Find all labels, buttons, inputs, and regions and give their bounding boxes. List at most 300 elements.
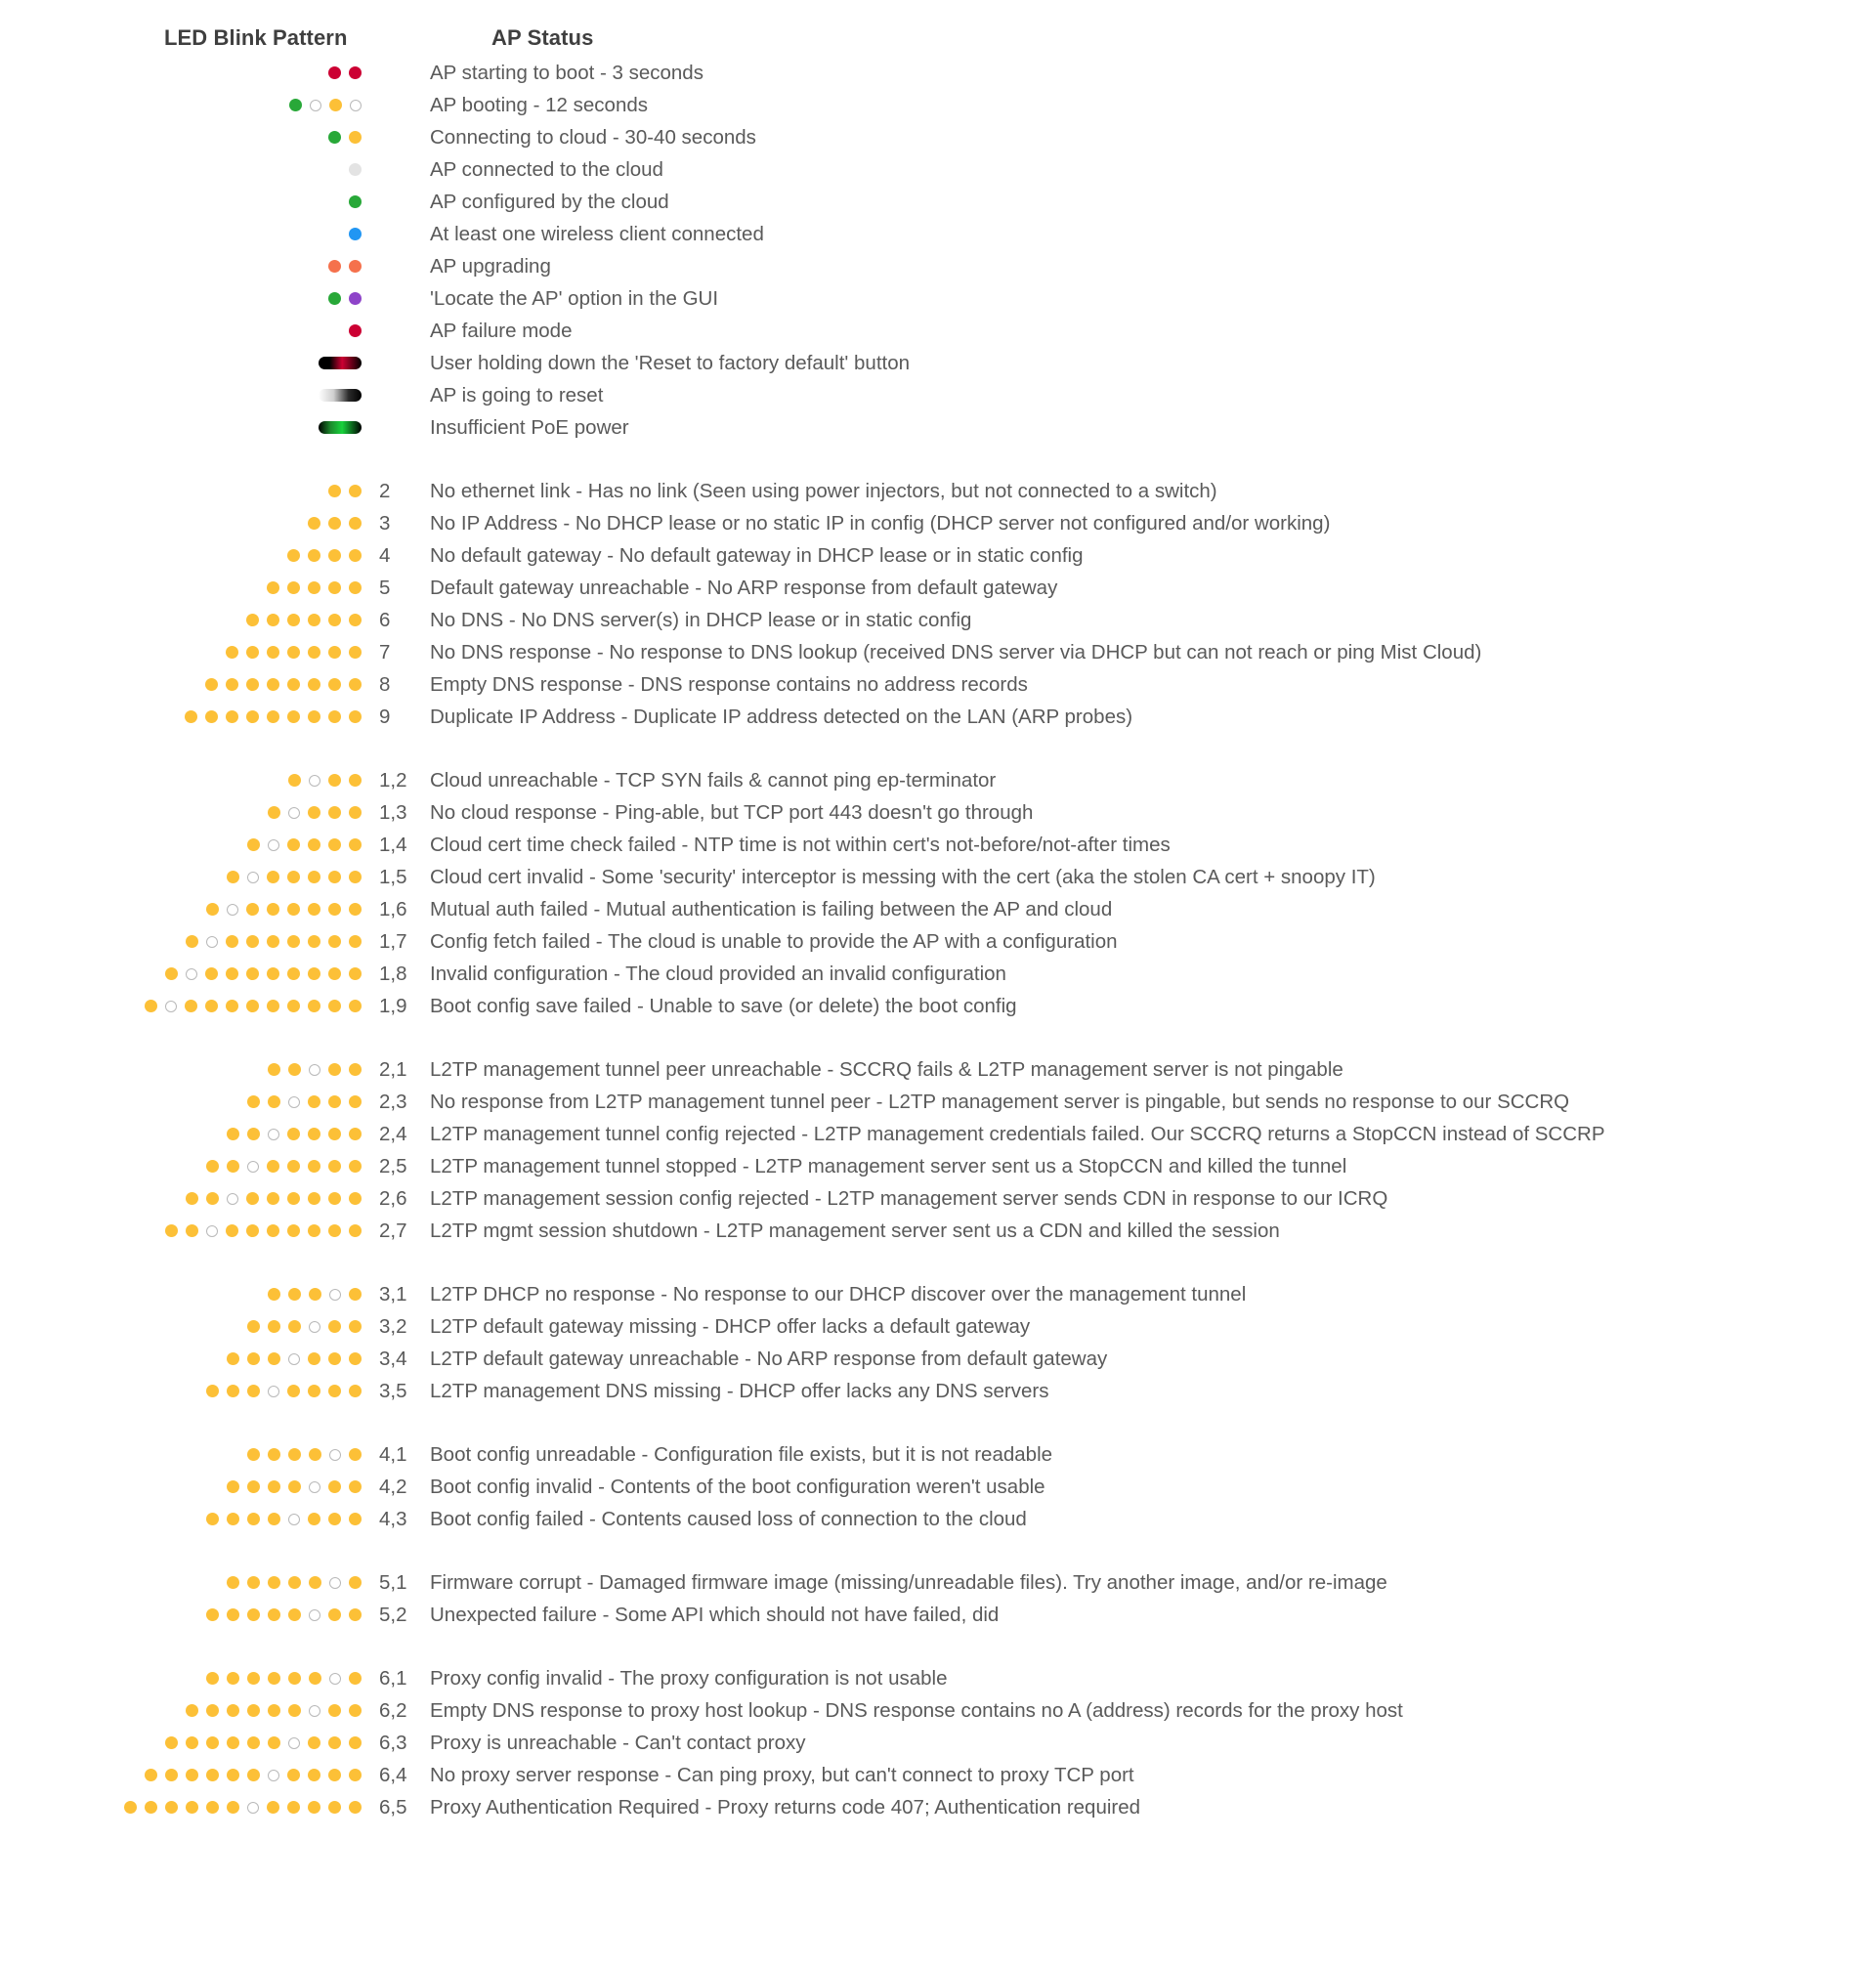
led-dot-amber (206, 1672, 219, 1685)
ap-status-text: No cloud response - Ping-able, but TCP port 443 doesn't go through (430, 801, 1034, 824)
led-pattern (0, 381, 362, 405)
ap-status-text: L2TP management session config rejected - L2TP management server sends CDN in response to our ICRQ (430, 1187, 1388, 1210)
led-dot-amber (287, 549, 300, 562)
table-row (0, 1120, 1876, 1152)
led-pattern (0, 1473, 362, 1496)
led-dot-amber (349, 549, 362, 562)
blink-code: 3,4 (379, 1348, 407, 1370)
blink-code: 3,1 (379, 1283, 407, 1306)
blink-code: 6 (379, 609, 391, 631)
table-row (0, 1152, 1876, 1184)
led-dot-amber (165, 1801, 178, 1814)
ap-status-text: Empty DNS response - DNS response contains no address records (430, 673, 1028, 696)
blink-code: 1,2 (379, 769, 407, 792)
led-dot-amber (226, 710, 238, 723)
section-gap (0, 446, 1876, 477)
led-pattern (0, 1312, 362, 1336)
led-dot-amber (349, 1608, 362, 1621)
led-pattern (0, 606, 362, 629)
led-dot-amber (308, 646, 320, 659)
section-proxy-errors (0, 1664, 1876, 1825)
section-l2tp-errors (0, 1055, 1876, 1249)
led-dot-amber (349, 806, 362, 819)
led-dot-amber (349, 774, 362, 787)
led-dot-amber (349, 1480, 362, 1493)
led-dot-amber (227, 1672, 239, 1685)
led-dot-amber (349, 1224, 362, 1237)
led-pattern (0, 863, 362, 886)
led-pattern (0, 1664, 362, 1688)
led-dot-amber (349, 935, 362, 948)
ap-status-text: L2TP default gateway missing - DHCP offer lacks a default gateway (430, 1315, 1031, 1338)
led-pattern (0, 1729, 362, 1752)
column-header-ap-status: AP Status (491, 25, 594, 50)
led-dot-amber (349, 1095, 362, 1108)
led-dot-amber (349, 1192, 362, 1205)
led-dot-amber (165, 1736, 178, 1749)
led-dot-amber (309, 1448, 321, 1461)
ap-status-text: Insufficient PoE power (430, 416, 629, 439)
column-header-led-blink-pattern: LED Blink Pattern (164, 25, 348, 50)
blink-code: 6,3 (379, 1732, 407, 1754)
led-dot-amber (186, 1224, 198, 1237)
led-dot-amber (328, 1224, 341, 1237)
ap-status-text: L2TP default gateway unreachable - No ARP response from default gateway (430, 1348, 1108, 1370)
led-pattern (0, 574, 362, 597)
led-dot-amber (349, 1769, 362, 1781)
led-dot-open (206, 936, 218, 948)
table-row (0, 477, 1876, 509)
led-dot-amber (287, 646, 300, 659)
ap-status-text: L2TP mgmt session shutdown - L2TP management server sent us a CDN and killed the session (430, 1220, 1280, 1242)
led-dot-amber (349, 710, 362, 723)
led-pattern (0, 284, 362, 308)
led-dot-open (227, 904, 238, 916)
table-row (0, 1505, 1876, 1537)
table-row (0, 284, 1876, 317)
table-row (0, 317, 1876, 349)
led-dot-amber (246, 678, 259, 691)
blink-code: 1,9 (379, 995, 407, 1017)
led-dot-amber (268, 806, 280, 819)
led-dot-open (329, 1449, 341, 1461)
led-dot-open (309, 1705, 320, 1717)
led-dot-amber (349, 1063, 362, 1076)
table-row (0, 766, 1876, 798)
led-dot-amber (349, 678, 362, 691)
led-dot-amber (227, 1513, 239, 1525)
blink-code: 1,6 (379, 898, 407, 920)
led-dot-amber (308, 517, 320, 530)
led-dot-amber (247, 1320, 260, 1333)
led-dot-amber (268, 1320, 280, 1333)
led-dot-amber (287, 1769, 300, 1781)
led-pattern (0, 1345, 362, 1368)
led-pattern (0, 1601, 362, 1624)
section-boot-config-errors (0, 1440, 1876, 1537)
table-row (0, 1345, 1876, 1377)
led-dot-open (288, 1514, 300, 1525)
led-dot-open (268, 1129, 279, 1140)
led-dot-amber (287, 1192, 300, 1205)
led-dot-amber (287, 1224, 300, 1237)
led-dot-amber (227, 1480, 239, 1493)
led-pattern (0, 1505, 362, 1528)
led-dot-amber (328, 678, 341, 691)
ap-status-text: Duplicate IP Address - Duplicate IP address detected on the LAN (ARP probes) (430, 706, 1133, 728)
led-dot-amber (328, 710, 341, 723)
led-dot-amber (268, 1352, 280, 1365)
led-dot-amber (287, 1385, 300, 1397)
led-dot-open (247, 1161, 259, 1173)
led-dot-amber (349, 646, 362, 659)
table-row (0, 1055, 1876, 1088)
led-dot-open (165, 1001, 177, 1012)
blink-code: 1,8 (379, 963, 407, 985)
led-dot-amber (186, 935, 198, 948)
ap-status-text: AP starting to boot - 3 seconds (430, 62, 704, 84)
led-dot-amber (145, 1000, 157, 1012)
ap-status-text: Cloud cert time check failed - NTP time is not within cert's not-before/not-after times (430, 834, 1171, 856)
ap-status-text: Mutual auth failed - Mutual authentication is failing between the AP and cloud (430, 898, 1113, 920)
led-dot-amber (308, 1352, 320, 1365)
led-pattern (0, 638, 362, 662)
table-row (0, 638, 1876, 670)
table-row (0, 927, 1876, 960)
led-pattern (0, 509, 362, 533)
table-row (0, 1761, 1876, 1793)
table-row (0, 1568, 1876, 1601)
led-dot-open (288, 1096, 300, 1108)
led-dot-blue (349, 228, 362, 240)
led-pattern (0, 1568, 362, 1592)
led-dot-red (349, 66, 362, 79)
led-dot-amber (205, 1000, 218, 1012)
ap-status-text: AP is going to reset (430, 384, 604, 407)
led-dot-open (329, 1577, 341, 1589)
led-dot-amber (247, 838, 260, 851)
led-dot-open (206, 1225, 218, 1237)
table-row (0, 670, 1876, 703)
led-dot-amber (226, 678, 238, 691)
led-dot-amber (247, 1513, 260, 1525)
led-dot-amber (349, 1352, 362, 1365)
ap-status-text: AP upgrading (430, 255, 551, 278)
led-dot-amber (308, 581, 320, 594)
led-dot-amber (205, 967, 218, 980)
section-gap (0, 1024, 1876, 1055)
ap-status-text: No IP Address - No DHCP lease or no static IP in config (DHCP server not configured and/or working) (430, 512, 1331, 535)
led-dot-amber (246, 710, 259, 723)
led-dot-amber (227, 1385, 239, 1397)
section-gap (0, 1633, 1876, 1664)
led-dot-amber (227, 871, 239, 883)
blink-code: 6,1 (379, 1667, 407, 1690)
led-dot-amber (349, 838, 362, 851)
ap-status-text: Default gateway unreachable - No ARP response from default gateway (430, 577, 1058, 599)
led-dot-amber (349, 1288, 362, 1301)
led-dot-amber (185, 1000, 197, 1012)
led-pattern (0, 1761, 362, 1784)
led-dot-amber (247, 1385, 260, 1397)
led-dot-amber (288, 1672, 301, 1685)
ap-status-text: No DNS - No DNS server(s) in DHCP lease or in static config (430, 609, 972, 631)
ap-status-text: Cloud cert invalid - Some 'security' interceptor is messing with the cert (aka the stolen CA cert + snoopy IT) (430, 866, 1376, 888)
led-dot-amber (308, 806, 320, 819)
led-pattern (0, 1055, 362, 1079)
led-dot-amber (268, 1608, 280, 1621)
table-body (0, 59, 1876, 1825)
blink-code: 3,2 (379, 1315, 407, 1338)
led-dot-amber (308, 614, 320, 626)
led-dot-purple (349, 292, 362, 305)
section-l2tp-dhcp-errors (0, 1280, 1876, 1409)
ap-status-text: Connecting to cloud - 30-40 seconds (430, 126, 756, 149)
led-dot-amber (287, 1128, 300, 1140)
led-dot-amber (268, 1480, 280, 1493)
led-pattern (0, 798, 362, 822)
led-dot-amber (288, 1320, 301, 1333)
led-pattern (0, 703, 362, 726)
led-pattern (0, 1280, 362, 1304)
led-dot-amber (349, 1128, 362, 1140)
ap-status-text: Proxy config invalid - The proxy configuration is not usable (430, 1667, 948, 1690)
led-dot-amber (246, 967, 259, 980)
led-dot-amber (226, 1224, 238, 1237)
led-dot-amber (206, 1513, 219, 1525)
led-dot-amber (308, 967, 320, 980)
led-dot-amber (226, 1000, 238, 1012)
led-dot-amber (287, 935, 300, 948)
blink-code: 2,6 (379, 1187, 407, 1210)
led-dot-amber (227, 1736, 239, 1749)
led-dot-amber (268, 1576, 280, 1589)
ap-status-text: Boot config save failed - Unable to save (or delete) the boot config (430, 995, 1017, 1017)
ap-status-text: Boot config invalid - Contents of the boot configuration weren't usable (430, 1476, 1045, 1498)
blink-code: 3,5 (379, 1380, 407, 1402)
led-dot-amber (247, 1128, 260, 1140)
ap-status-text: L2TP management tunnel config rejected - L2TP management credentials failed. Our SCCRQ returns a StopCCN instead of SCCRP (430, 1123, 1605, 1145)
led-dot-amber (309, 1576, 321, 1589)
led-dot-amber (328, 935, 341, 948)
led-dot-open (268, 1770, 279, 1781)
led-dot-amber (206, 1385, 219, 1397)
led-dot-amber (246, 935, 259, 948)
led-dot-amber (267, 1160, 279, 1173)
led-dot-amber (268, 1448, 280, 1461)
led-dot-amber (349, 967, 362, 980)
led-dot-amber (287, 1000, 300, 1012)
blink-code: 2,4 (379, 1123, 407, 1145)
led-dot-amber (206, 1801, 219, 1814)
led-dot-amber (328, 967, 341, 980)
ap-status-text: Empty DNS response to proxy host lookup - DNS response contains no A (address) records for the proxy host (430, 1699, 1403, 1722)
led-dot-amber (268, 1672, 280, 1685)
table-row (0, 1440, 1876, 1473)
ap-status-text: No default gateway - No default gateway in DHCP lease or in static config (430, 544, 1084, 567)
led-dot-amber (268, 1095, 280, 1108)
blink-code: 4,1 (379, 1443, 407, 1466)
led-dot-amber (246, 614, 259, 626)
led-dot-amber (288, 774, 301, 787)
table-row (0, 1280, 1876, 1312)
ap-status-text: Boot config unreadable - Configuration file exists, but it is not readable (430, 1443, 1053, 1466)
led-pattern (0, 413, 362, 437)
led-dot-amber (287, 614, 300, 626)
led-dot-green (349, 195, 362, 208)
led-dot-amber (349, 1000, 362, 1012)
led-dot-amber (308, 710, 320, 723)
table-row (0, 188, 1876, 220)
led-dot-amber (309, 1288, 321, 1301)
led-dot-red (328, 66, 341, 79)
blink-code: 1,7 (379, 930, 407, 953)
led-dot-amber (328, 1801, 341, 1814)
led-dot-amber (328, 614, 341, 626)
led-dot-amber (186, 1704, 198, 1717)
led-dot-amber (227, 1704, 239, 1717)
led-pattern (0, 1217, 362, 1240)
led-dot-amber (328, 1480, 341, 1493)
table-row (0, 349, 1876, 381)
led-pattern (0, 477, 362, 500)
blink-code: 9 (379, 706, 391, 728)
led-dot-amber (328, 1608, 341, 1621)
table-row (0, 992, 1876, 1024)
table-row (0, 220, 1876, 252)
ap-status-text: Proxy Authentication Required - Proxy returns code 407; Authentication required (430, 1796, 1141, 1819)
led-dot-grey (349, 163, 362, 176)
ap-status-text: AP connected to the cloud (430, 158, 663, 181)
led-dot-amber (328, 1513, 341, 1525)
led-dot-amber (328, 903, 341, 916)
led-dot-amber (287, 903, 300, 916)
blink-code: 8 (379, 673, 391, 696)
led-dot-amber (267, 1224, 279, 1237)
led-dot-open (186, 968, 197, 980)
blink-code: 4 (379, 544, 391, 567)
led-dot-amber (328, 1704, 341, 1717)
led-dot-amber (328, 838, 341, 851)
led-pattern (0, 1793, 362, 1817)
led-dot-open (309, 1481, 320, 1493)
led-dot-amber (349, 903, 362, 916)
led-dot-open (310, 100, 321, 111)
led-pill-red (319, 357, 362, 369)
led-dot-amber (206, 903, 219, 916)
led-dot-amber (246, 1000, 259, 1012)
led-dot-amber (206, 1769, 219, 1781)
led-dot-amber (246, 903, 259, 916)
led-dot-amber (287, 1160, 300, 1173)
led-dot-amber (227, 1576, 239, 1589)
led-dot-amber (308, 1160, 320, 1173)
led-dot-amber (287, 871, 300, 883)
led-dot-amber (308, 1128, 320, 1140)
led-dot-amber (186, 1192, 198, 1205)
led-dot-amber (349, 581, 362, 594)
led-pill-green (319, 421, 362, 434)
led-dot-amber (267, 1192, 279, 1205)
blink-code: 6,5 (379, 1796, 407, 1819)
table-row (0, 960, 1876, 992)
led-pattern (0, 1152, 362, 1176)
table-row (0, 798, 1876, 831)
led-dot-orange (349, 260, 362, 273)
led-dot-open (268, 1386, 279, 1397)
led-dot-open (329, 1673, 341, 1685)
led-dot-amber (328, 549, 341, 562)
table-row (0, 863, 1876, 895)
led-pattern (0, 1120, 362, 1143)
blink-code: 2,5 (379, 1155, 407, 1177)
led-dot-amber (328, 1320, 341, 1333)
led-dot-amber (206, 1704, 219, 1717)
led-pattern (0, 91, 362, 114)
blink-code: 1,5 (379, 866, 407, 888)
led-dot-amber (205, 710, 218, 723)
led-dot-amber (287, 710, 300, 723)
led-dot-amber (328, 1128, 341, 1140)
led-dot-amber (308, 1224, 320, 1237)
led-dot-amber (349, 1801, 362, 1814)
blink-code: 1,3 (379, 801, 407, 824)
led-dot-amber (287, 1801, 300, 1814)
table-row (0, 1793, 1876, 1825)
led-dot-amber (328, 806, 341, 819)
led-dot-amber (288, 1288, 301, 1301)
led-dot-amber (268, 1704, 280, 1717)
table-row (0, 1184, 1876, 1217)
led-dot-amber (246, 1224, 259, 1237)
led-dot-amber (328, 1095, 341, 1108)
led-dot-amber (247, 1672, 260, 1685)
led-dot-amber (328, 1160, 341, 1173)
led-dot-amber (267, 903, 279, 916)
led-pattern (0, 960, 362, 983)
led-dot-amber (328, 517, 341, 530)
table-row (0, 1729, 1876, 1761)
led-dot-amber (227, 1128, 239, 1140)
led-dot-amber (165, 1769, 178, 1781)
led-dot-amber (328, 1192, 341, 1205)
section-cloud-errors (0, 766, 1876, 1024)
table-row (0, 606, 1876, 638)
led-dot-amber (288, 1480, 301, 1493)
led-dot-amber (349, 1576, 362, 1589)
led-dot-amber (145, 1769, 157, 1781)
table-header (0, 25, 1876, 59)
led-dot-amber (328, 1000, 341, 1012)
blink-code: 6,4 (379, 1764, 407, 1786)
led-dot-amber (349, 614, 362, 626)
led-dot-amber (288, 1576, 301, 1589)
table-row (0, 1664, 1876, 1696)
table-row (0, 574, 1876, 606)
ap-status-text: L2TP DHCP no response - No response to our DHCP discover over the management tunnel (430, 1283, 1247, 1306)
led-dot-amber (328, 646, 341, 659)
led-dot-amber (247, 1576, 260, 1589)
table-row (0, 541, 1876, 574)
table-row (0, 123, 1876, 155)
led-dot-amber (328, 1063, 341, 1076)
led-dot-green (328, 292, 341, 305)
led-dot-amber (328, 485, 341, 497)
led-dot-amber (308, 1769, 320, 1781)
ap-status-text: L2TP management tunnel stopped - L2TP management server sent us a StopCCN and killed the tunnel (430, 1155, 1347, 1177)
led-dot-amber (349, 871, 362, 883)
led-dot-amber (268, 1513, 280, 1525)
